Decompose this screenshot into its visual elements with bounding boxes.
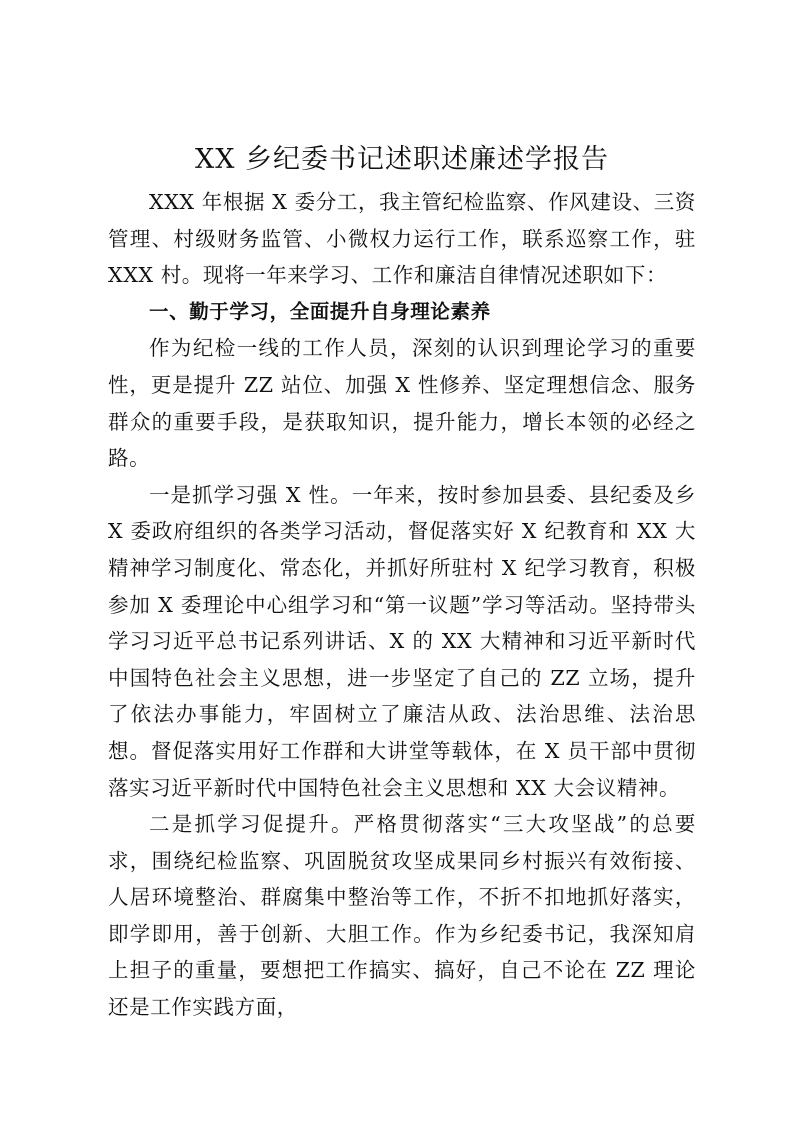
document-title: XX 乡纪委书记述职述廉述学报告 [194,144,610,175]
intro-paragraph: XXX 年根据 X 委分工，我主管纪检监察、作风建设、三资管理、村级财务监管、小微权力运行工作，联系巡察工作，驻 XXX 村。现将一年来学习、工作和廉洁自律情况述职如下： [108,190,696,288]
section-paragraph: 二是抓学习促提升。严格贯彻落实“三大攻坚战”的总要求，围绕纪检监察、巩固脱贫攻坚成果同乡村振兴有效衔接、人居环境整治、群腐集中整治等工作，不折不扣地抓好落实，即学即用，善于创新、大胆工作。作为乡纪委书记，我深知肩上担子的重量，要想把工作搞实、搞好，自己不论在 ZZ 理论还是工作实践方面， [108,812,696,1020]
document-page [108,140,696,1026]
section-paragraph: 一是抓学习强 X 性。一年来，按时参加县委、县纪委及乡 X 委政府组织的各类学习活动，督促落实好 X 纪教育和 XX 大精神学习制度化、常态化，并抓好所驻村 X 纪学习教育，积极参加 X 委理论中心组学习和“第一议题”学习等活动。坚持带头学习习近平总书记系列讲话、X 的 XX 大精神和习近平新时代中国特色社会主义思想，进一步坚定了自己的 ZZ 立场，提升了依法办事能力，牢固树立了廉洁从政、法治思维、法治思想。督促落实用好工作群和大讲堂等载体，在 X 员干部中贯彻落实习近平新时代中国特色社会主义思想和 XX 大会议精神。 [108,482,696,800]
section-heading: 一、勤于学习，全面提升自身理论素养 [149,299,491,323]
section-paragraph: 作为纪检一线的工作人员，深刻的认识到理论学习的重要性，更是提升 ZZ 站位、加强 X 性修养、坚定理想信念、服务群众的重要手段，是获取知识，提升能力，增长本领的必经之路。 [108,336,696,471]
